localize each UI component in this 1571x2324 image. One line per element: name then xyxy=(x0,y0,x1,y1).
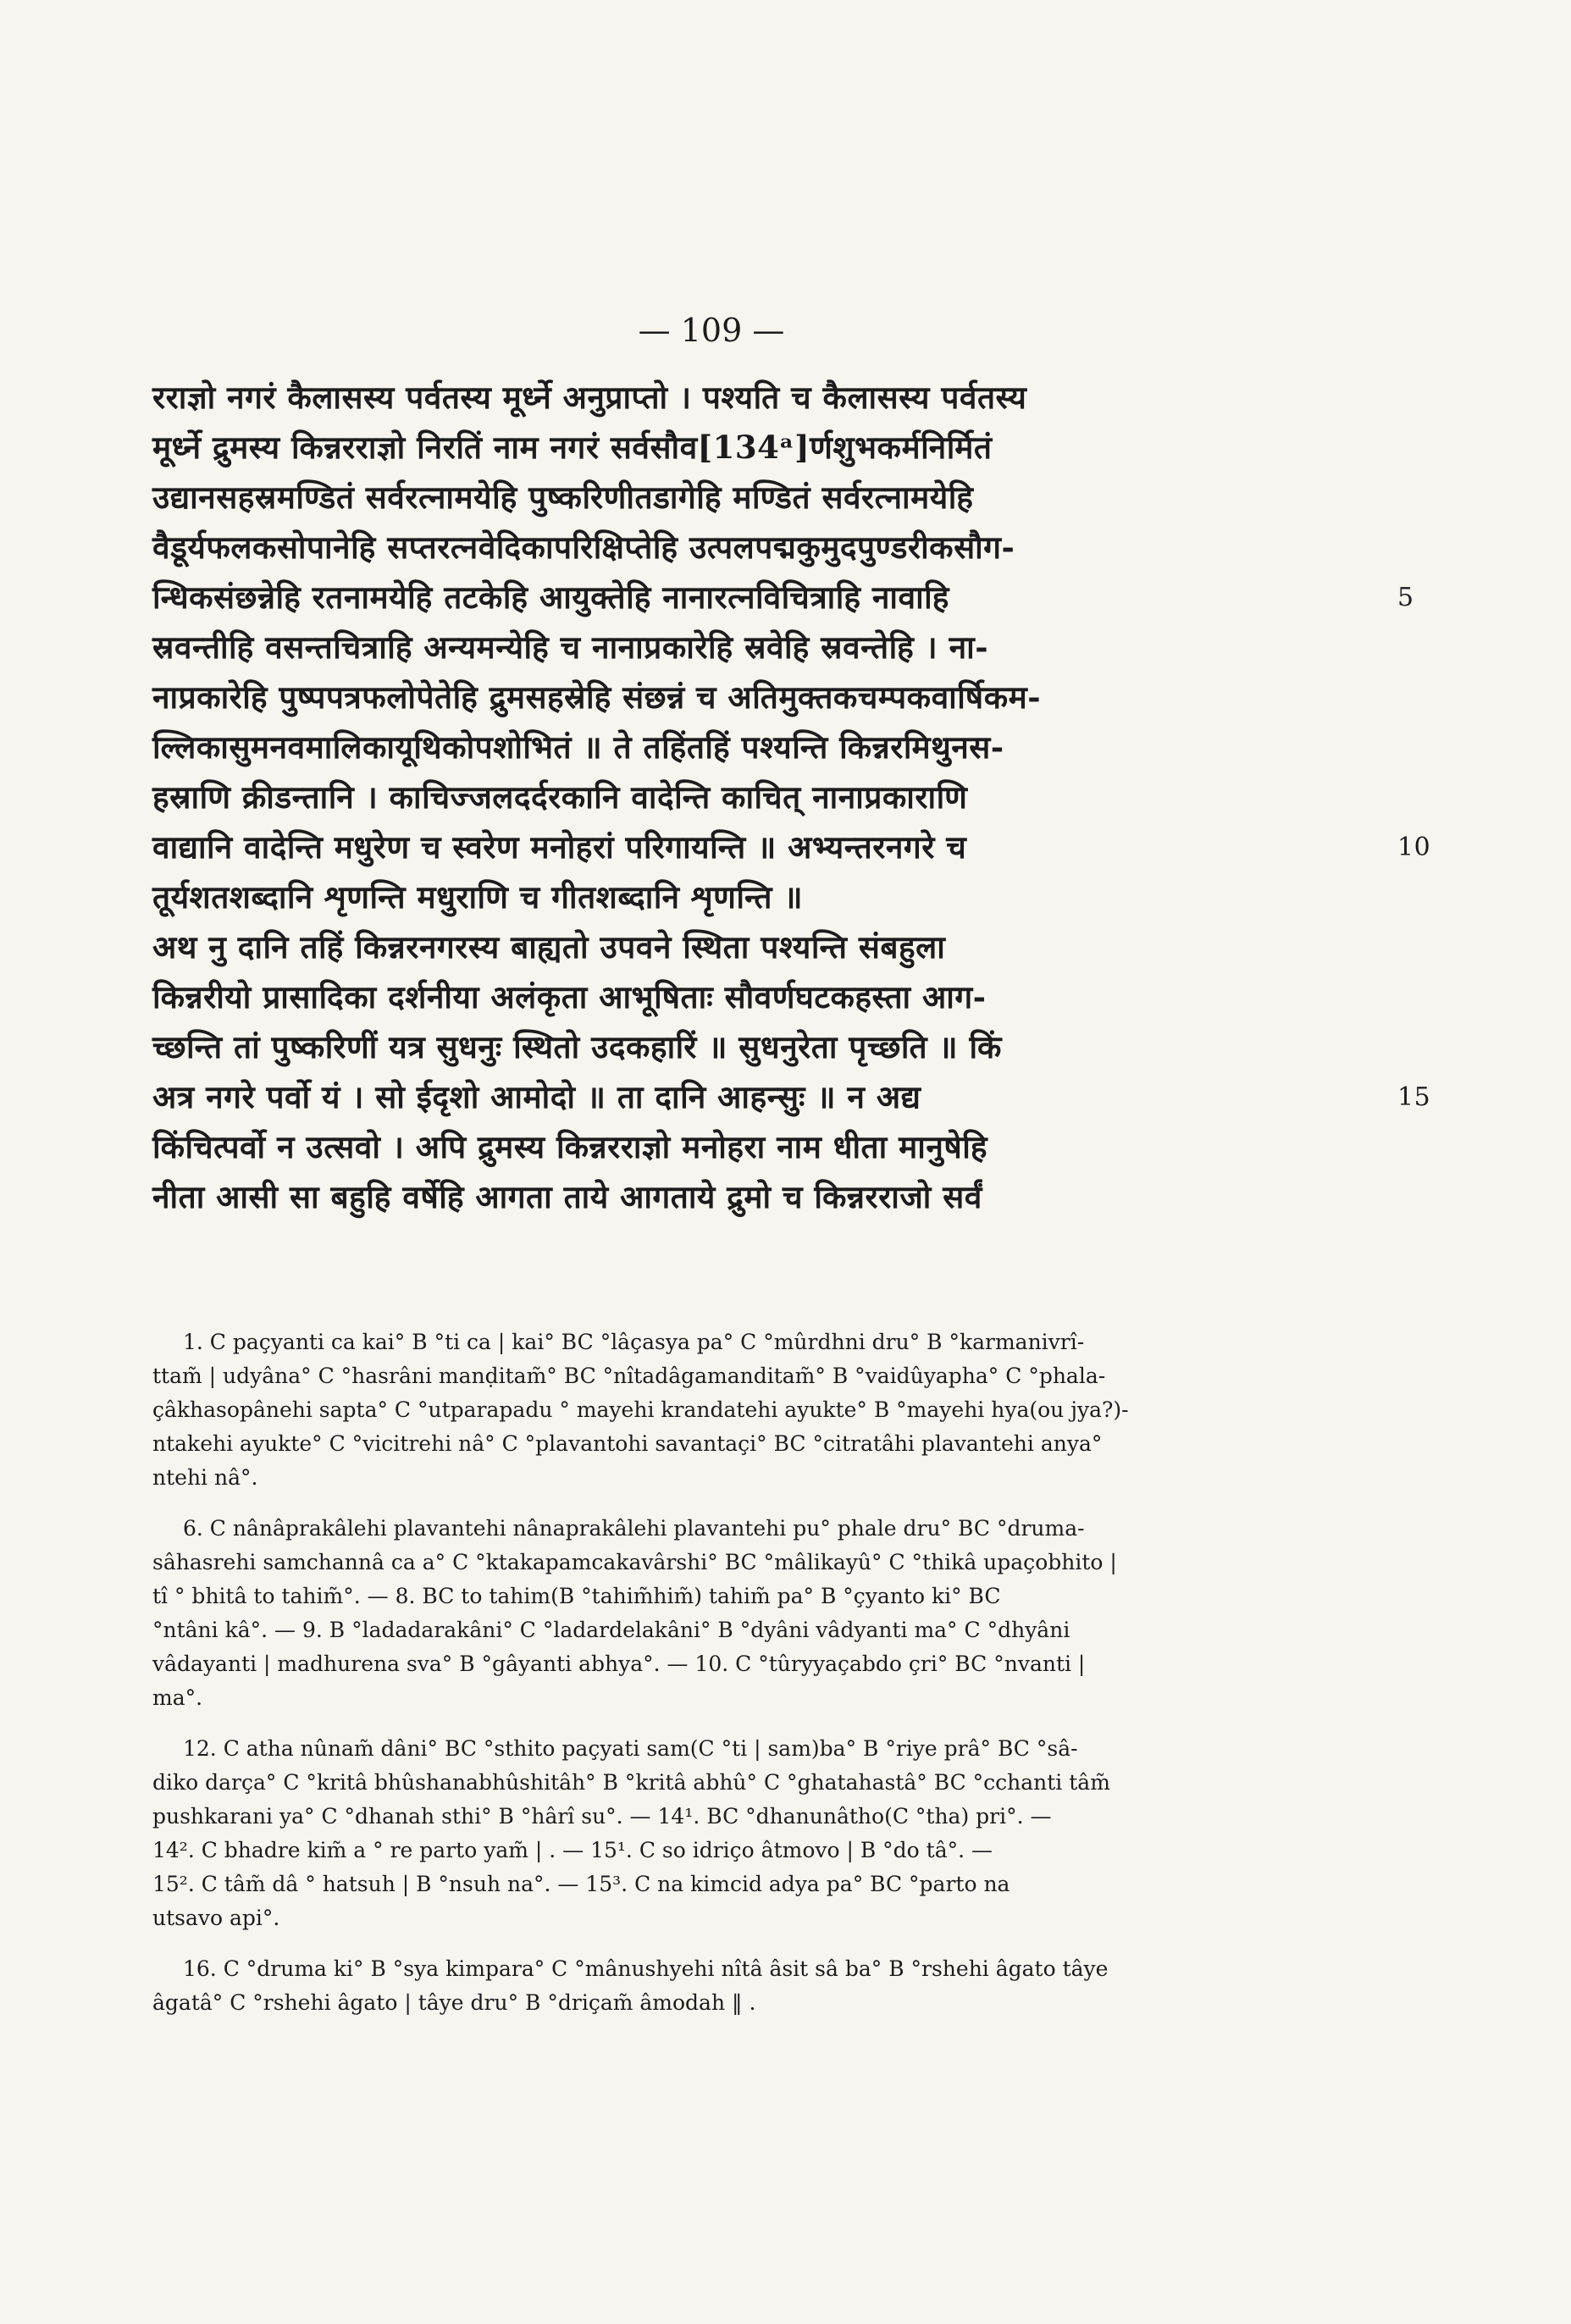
text-line xyxy=(152,373,1262,423)
text-line xyxy=(152,1122,1262,1172)
text-line xyxy=(152,1172,1262,1222)
text-line-content: हस्राणि क्रीडन्तानि । काचिज्जलदर्दरकानि वादेन्ति काचित् नानाप्रकाराणि xyxy=(152,778,968,816)
footnote-line: 15². C tâm̃ dâ ° hatsuh | B °nsuh na°. — 15³. C na kimcid adya pa° BC °parto na xyxy=(152,1872,1010,1896)
footnote-line: utsavo api°. xyxy=(152,1906,280,1930)
text-line-content: रराज्ञो नगरं कैलासस्य पर्वतस्य मूर्ध्ने अनुप्राप्तो । पश्यति च कैलासस्य पर्वतस्य xyxy=(152,379,1027,416)
footnote-line: 12. C atha nûnam̃ dâni° BC °sthito paçyati sam(C °ti | sam)ba° B °riye prâ° BC °sâ- xyxy=(183,1736,1078,1761)
footnote-line: sâhasrehi samchannâ ca a° C °ktakapamcakavârshi° BC °mâlikayû° C °thikâ upaçobhito | xyxy=(152,1550,1117,1574)
text-line xyxy=(152,922,1262,972)
text-line-content: किन्नरीयो प्रासादिका दर्शनीया अलंकृता आभूषिताः सौवर्णघटकहस्ता आग- xyxy=(152,978,987,1015)
line-number: 10 xyxy=(1397,833,1431,862)
footnote-line: ma°. xyxy=(152,1685,203,1710)
text-line xyxy=(152,672,1262,722)
footnote-line: 6. C nânâprakâlehi plavantehi nânaprakâlehi plavantehi pu° phale dru° BC °druma- xyxy=(183,1516,1085,1541)
text-line-content: स्रवन्तीहि वसन्तचित्राहि अन्यमन्येहि च नानाप्रकारेहि स्रवेहि स्रवन्तेहि । ना- xyxy=(152,628,989,666)
footnote-line: pushkarani ya° C °dhanah sthi° B °hârî su°. — 14¹. BC °dhanunâtho(C °tha) pri°. — xyxy=(152,1804,1052,1829)
text-line-content: ल्लिकासुमनवमालिकायूथिकोपशोभितं ॥ ते तहिंतहिं पश्यन्ति किन्नरमिथुनस- xyxy=(152,728,1004,766)
footnote-line: 1. C paçyanti ca kai° B °ti ca | kai° BC °lâçasya pa° C °mûrdhni dru° B °karmanivrî- xyxy=(183,1330,1085,1354)
line-number: 5 xyxy=(1397,583,1414,612)
footnote-line: °ntâni kâ°. — 9. B °ladadarakâni° C °ladardelakâni° B °dyâni vâdyanti ma° C °dhyâni xyxy=(152,1618,1070,1642)
text-line xyxy=(152,872,1262,922)
text-line xyxy=(152,972,1262,1022)
text-line xyxy=(152,473,1262,523)
footnote-line: vâdayanti | madhurena sva° B °gâyanti abhya°. — 10. C °tûryyaçabdo çri° BC °nvanti | xyxy=(152,1652,1086,1676)
text-line-content: नीता आसी सा बहुहि वर्षेहि आगता ताये आगताये द्रुमो च किन्नरराजो सर्वं xyxy=(152,1178,982,1215)
text-line-content: तूर्यशतशब्दानि शृणन्ति मधुराणि च गीतशब्दानि शृणन्ति ॥ xyxy=(152,878,803,916)
footnote-line: 14². C bhadre kim̃ a ° re parto yam̃ | . — 15¹. C so idriço âtmovo | B °do tâ°. — xyxy=(152,1838,993,1862)
text-line-content: किंचित्पर्वो न उत्सवो । अपि द्रुमस्य किन्नरराज्ञो मनोहरा नाम धीता मानुषेहि xyxy=(152,1128,987,1165)
text-line-content: अत्र नगरे पर्वो यं । सो ईदृशो आमोदो ॥ ता दानि आहन्सुः ॥ न अद्य xyxy=(152,1078,921,1115)
main-text xyxy=(152,373,1431,1222)
text-line xyxy=(152,1022,1262,1072)
footnote-line: âgatâ° C °rshehi âgato | tâye dru° B °driçam̃ âmodah ‖ . xyxy=(152,1990,756,2015)
footnote-block xyxy=(152,1952,1236,2020)
footnote-block xyxy=(152,1325,1236,1495)
footnote-line: ntehi nâ°. xyxy=(152,1465,258,1490)
text-line xyxy=(152,622,1262,672)
text-line xyxy=(152,573,1414,622)
text-line-content: वैडूर्यफलकसोपानेहि सप्तरत्नवेदिकापरिक्षिप्तेहि उत्पलपद्मकुमुदपुण्डरीकसौग- xyxy=(152,528,1015,566)
text-line-content: अथ नु दानि तहिं किन्नरनगरस्य बाह्यतो उपवने स्थिता पश्यन्ति संबहुला xyxy=(152,928,946,966)
footnote-line: tî ° bhitâ to tahim̃°. — 8. BC to tahim(B °tahim̃him̃) tahim̃ pa° B °çyanto ki° BC xyxy=(152,1584,1001,1608)
page-number: — 109 — xyxy=(638,312,785,349)
footnote-line: ntakehi ayukte° C °vicitrehi nâ° C °plavantohi savantaçi° BC °citratâhi plavantehi anya° xyxy=(152,1431,1103,1456)
text-line-content: न्धिकसंछन्नेहि रतनामयेहि तटकेहि आयुक्तेहि नानारत्नविचित्राहि नावाहि xyxy=(152,578,949,616)
text-line xyxy=(152,423,1262,473)
line-number: 15 xyxy=(1397,1082,1431,1112)
text-line xyxy=(152,772,1262,822)
footnote-line: ttam̃ | udyâna° C °hasrâni manḍitam̃° BC °nîtadâgamanditam̃° B °vaidûyapha° C °phala- xyxy=(152,1364,1106,1388)
footnote-block xyxy=(152,1732,1236,1935)
text-line-content: मूर्ध्ने द्रुमस्य किन्नरराज्ञो निरतिं नाम नगरं सर्वसौव[134ᵃ]र्णशुभकर्मनिर्मितं xyxy=(152,429,993,466)
footnote-line: 16. C °druma ki° B °sya kimpara° C °mânushyehi nîtâ âsit sâ ba° B °rshehi âgato tâye xyxy=(183,1956,1109,1981)
footnote-line: çâkhasopânehi sapta° C °utparapadu ° mayehi krandatehi ayukte° B °mayehi hya(ou jya?)- xyxy=(152,1397,1129,1422)
text-line-content: उद्यानसहस्रमण्डितं सर्वरत्नामयेहि पुष्करिणीतडागेहि मण्डितं सर्वरत्नामयेहि xyxy=(152,479,974,516)
text-line xyxy=(152,722,1262,772)
text-line-content: वाद्यानि वादेन्ति मधुरेण च स्वरेण मनोहरां परिगायन्ति ॥ अभ्यन्तरनगरे च xyxy=(152,828,967,866)
footnote-line: diko darça° C °kritâ bhûshanabhûshitâh° B °kritâ abhû° C °ghatahastâ° BC °cchanti tâm̃ xyxy=(152,1770,1110,1795)
footnote-block xyxy=(152,1512,1236,1715)
text-line-content: च्छन्ति तां पुष्करिणीं यत्र सुधनुः स्थितो उदकहारिं ॥ सुधनुरेता पृच्छति ॥ किं xyxy=(152,1028,1002,1065)
text-line xyxy=(152,523,1262,573)
text-line-content: नाप्रकारेहि पुष्पपत्रफलोपेतेहि द्रुमसहस्रेहि संछन्नं च अतिमुक्तकचम्पकवार्षिकम- xyxy=(152,678,1042,716)
text-line xyxy=(152,822,1431,872)
footnotes xyxy=(152,1325,1236,2037)
text-line xyxy=(152,1072,1431,1122)
